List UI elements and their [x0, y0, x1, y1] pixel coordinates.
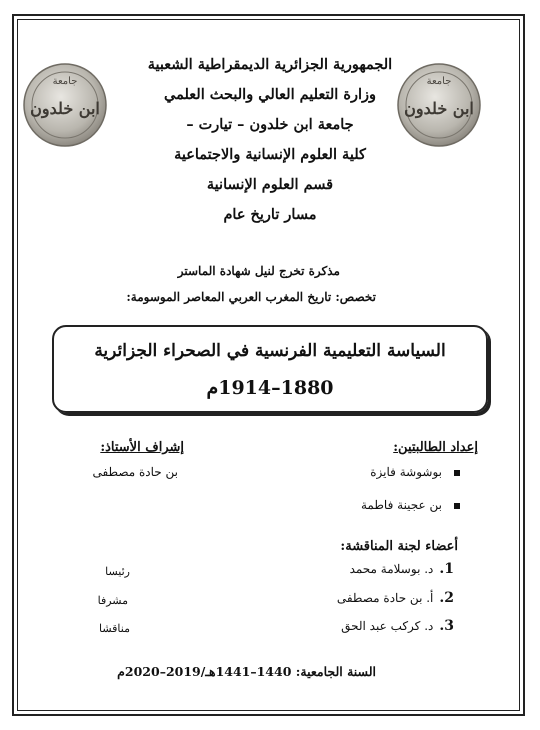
thesis-title-box [52, 325, 488, 413]
svg-text:جامعة: جامعة [52, 76, 78, 87]
thesis-years: 1880–1914م [206, 377, 334, 399]
committee-member: 2.أ. بن حادة مصطفى [336, 590, 454, 606]
committee-member: 1.د. بوسلامة محمد [349, 561, 454, 577]
thesis-purpose: مذكرة تخرج لنيل شهادة الماستر [177, 264, 340, 278]
academic-year: السنة الجامعية: 1440–1441هـ/2019–2020م [117, 664, 376, 679]
committee-role: مناقشا [99, 622, 130, 635]
committee-role: رئيسا [105, 565, 130, 578]
faculty-name: كلية العلوم الإنسانية والاجتماعية [174, 146, 366, 163]
committee-member: 3.د. كركب عبد الحق [341, 618, 454, 634]
svg-text:جامعة: جامعة [426, 76, 452, 87]
thesis-title: السياسة التعليمية الفرنسية في الصحراء الجزائرية [94, 341, 446, 361]
republic-name: الجمهورية الجزائرية الديمقراطية الشعبية [147, 56, 393, 73]
students-label: إعداد الطالبتين: [393, 440, 478, 455]
university-name: جامعة ابن خلدون – تيارت – [186, 116, 354, 133]
supervisor-name: بن حادة مصطفى [92, 465, 178, 479]
thesis-specialty: تخصص: تاريخ المغرب العربي المعاصر الموسومة: [126, 290, 376, 304]
student-item: بن عجينة فاطمة [361, 498, 460, 512]
bullet-icon [454, 470, 460, 476]
committee-label: أعضاء لجنة المناقشة: [340, 539, 458, 554]
university-seal-left [22, 62, 108, 148]
svg-text:ابن خلدون: ابن خلدون [404, 99, 474, 118]
department-name: قسم العلوم الإنسانية [206, 176, 334, 193]
ministry-name: وزارة التعليم العالي والبحث العلمي [164, 86, 376, 103]
bullet-icon [454, 503, 460, 509]
committee-role: مشرفا [97, 594, 128, 607]
student-item: بوشوشة فايزة [370, 465, 460, 479]
track-name: مسار تاريخ عام [223, 206, 317, 223]
institution-header [110, 52, 430, 232]
svg-text:ابن خلدون: ابن خلدون [30, 99, 100, 118]
supervision-label: إشراف الأستاذ: [100, 440, 184, 455]
